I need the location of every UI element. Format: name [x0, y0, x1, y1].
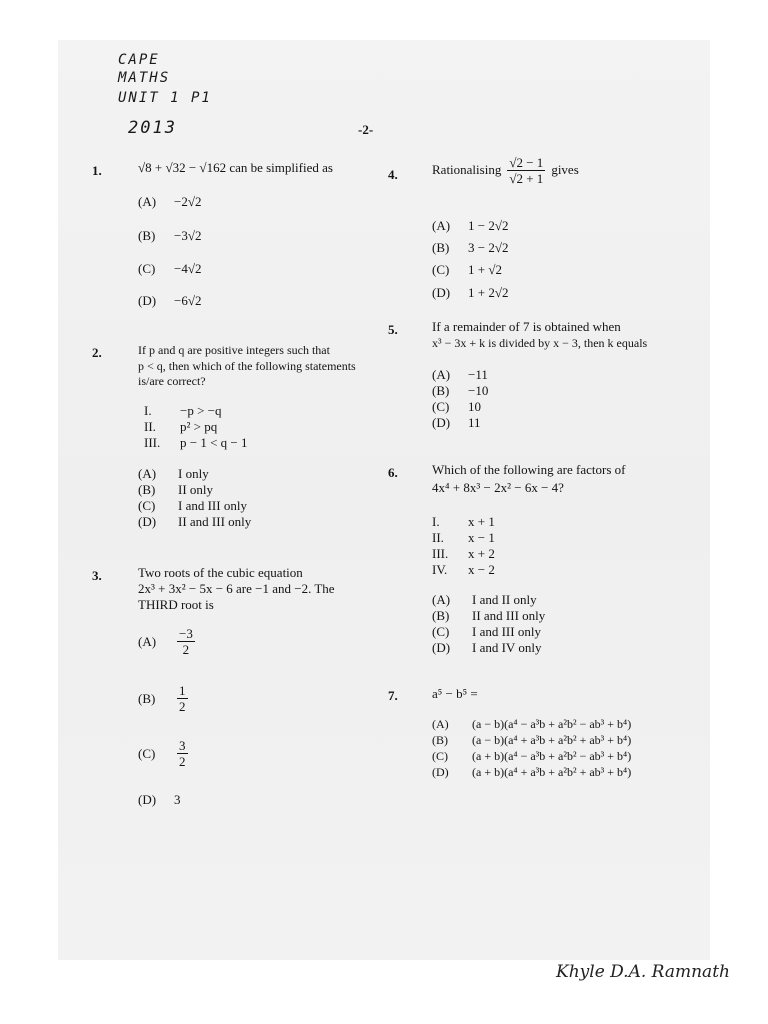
- question-number: 5.: [388, 322, 398, 337]
- question-stem-line: x³ − 3x + k is divided by x − 3, then k equals: [432, 336, 648, 350]
- option-c: (C) 10: [432, 399, 481, 414]
- fraction: $\frac{√2 - 1}{√2 + 1}$: [509, 154, 544, 186]
- option-b: (B) −10: [432, 383, 489, 398]
- question-number: 4.: [388, 167, 398, 182]
- page-number: -2-: [358, 122, 374, 137]
- statement-iii: III. x + 2: [432, 546, 495, 561]
- question-stem: √8 + √32 − √162 can be simplified as: [138, 160, 333, 175]
- signature: Khyle D.A. Ramnath: [556, 962, 730, 982]
- header-line-2: MATHS: [118, 70, 171, 86]
- option-a: (A) $\frac{-3}{2}$: [138, 626, 193, 657]
- question-stem-line: Two roots of the cubic equation: [138, 565, 303, 580]
- option-c: (C) $\frac{3}{2}$: [138, 738, 186, 769]
- question-stem-line: is/are correct?: [138, 374, 206, 388]
- option-a: (A) (a − b)(a⁴ − a³b + a²b² − ab³ + b⁴): [432, 717, 632, 731]
- option-a: (A) I only: [138, 466, 209, 481]
- option-b: (B) $\frac{1}{2}$: [138, 683, 186, 714]
- option-c: (C) (a + b)(a⁴ − a³b + a²b² − ab³ + b⁴): [432, 749, 632, 763]
- question-stem-line: If p and q are positive integers such that: [138, 343, 330, 357]
- statement-ii: II. p² > pq: [144, 419, 218, 434]
- question-stem-line: Which of the following are factors of: [432, 462, 626, 477]
- option-c: (C) I and III only: [138, 498, 247, 513]
- statement-i: I. −p > −q: [144, 403, 222, 418]
- option-c: (C) 1 + √2: [432, 262, 502, 277]
- question-stem-line: If a remainder of 7 is obtained when: [432, 319, 621, 334]
- question-stem: Rationalising $\frac{√2 - 1}{√2 + 1}$ gives: [432, 154, 579, 186]
- header-line-3: UNIT 1 P1: [118, 90, 212, 106]
- option-b: (B) −3√2: [138, 228, 202, 243]
- option-d: (D) −6√2: [138, 293, 202, 308]
- fraction: $\frac{-3}{2}$: [179, 626, 193, 657]
- option-c: (C) I and III only: [432, 624, 541, 639]
- question-number: 7.: [388, 688, 398, 703]
- question-stem-line: THIRD root is: [138, 597, 214, 612]
- question-stem-line: 2x³ + 3x² − 5x − 6 are −1 and −2. The: [138, 581, 335, 596]
- option-d: (D) 11: [432, 415, 481, 430]
- statement-i: I. x + 1: [432, 514, 495, 529]
- question-stem-line: p < q, then which of the following statements: [138, 359, 356, 373]
- question-number: 2.: [92, 345, 102, 360]
- question-number: 6.: [388, 465, 398, 480]
- statement-iii: III. p − 1 < q − 1: [144, 435, 248, 450]
- question-stem: a⁵ − b⁵ =: [432, 686, 478, 701]
- option-d: (D) I and IV only: [432, 640, 542, 655]
- statement-iv: IV. x − 2: [432, 562, 495, 577]
- header-line-4: 2013: [128, 118, 177, 138]
- fraction: $\frac{1}{2}$: [179, 683, 186, 714]
- option-a: (A) 1 − 2√2: [432, 218, 509, 233]
- option-b: (B) II only: [138, 482, 214, 497]
- option-a: (A) −11: [432, 367, 488, 382]
- option-b: (B) (a − b)(a⁴ + a³b + a²b² + ab³ + b⁴): [432, 733, 632, 747]
- option-b: (B) II and III only: [432, 608, 546, 623]
- option-a: (A) −2√2: [138, 194, 202, 209]
- statement-ii: II. x − 1: [432, 530, 495, 545]
- question-stem-line: 4x⁴ + 8x³ − 2x² − 6x − 4?: [432, 480, 564, 495]
- option-d: (D) (a + b)(a⁴ + a³b + a²b² + ab³ + b⁴): [432, 765, 632, 779]
- option-b: (B) 3 − 2√2: [432, 240, 509, 255]
- option-d: (D) 3: [138, 792, 181, 807]
- option-d: (D) 1 + 2√2: [432, 285, 509, 300]
- fraction: $\frac{3}{2}$: [179, 738, 186, 769]
- option-c: (C) −4√2: [138, 261, 202, 276]
- option-d: (D) II and III only: [138, 514, 252, 529]
- question-number: 3.: [92, 568, 102, 583]
- header-line-1: CAPE: [118, 52, 160, 68]
- question-number: 1.: [92, 163, 102, 178]
- option-a: (A) I and II only: [432, 592, 537, 607]
